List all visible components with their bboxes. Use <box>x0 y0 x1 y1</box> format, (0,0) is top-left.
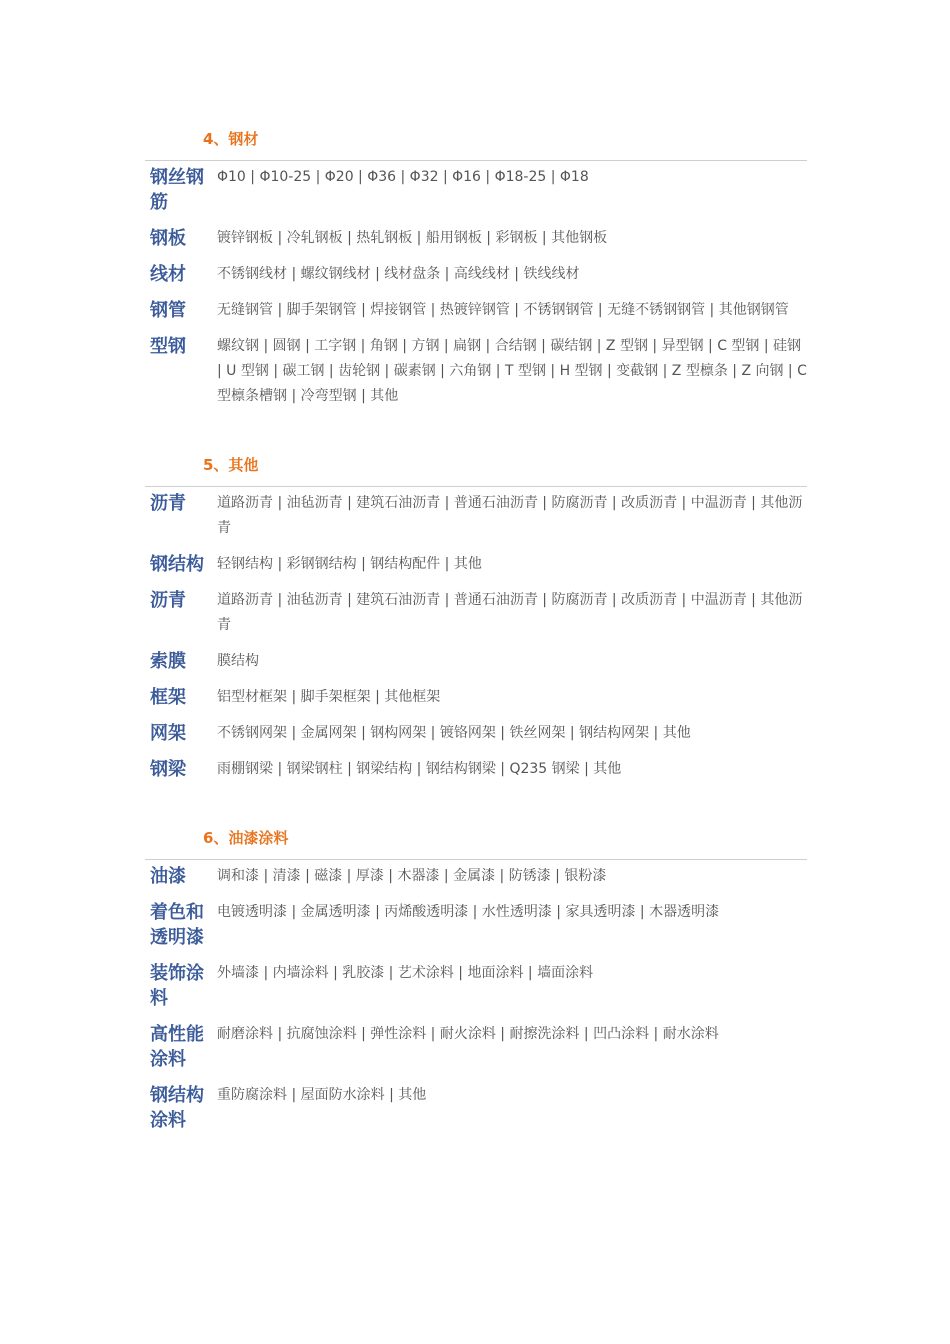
category-row <box>145 721 807 746</box>
category-items: 道路沥青 | 油毡沥青 | 建筑石油沥青 | 普通石油沥青 | 防腐沥青 | 改质沥青 | 中温沥青 | 其他沥青 <box>217 592 803 633</box>
category-row <box>145 685 807 710</box>
category-row <box>145 334 807 409</box>
category-label: 钢管 <box>150 300 186 321</box>
category-items: 铝型材框架 | 脚手架框架 | 其他框架 <box>217 689 441 705</box>
section-body <box>145 160 807 409</box>
category-items: 雨棚钢梁 | 钢梁钢柱 | 钢梁结构 | 钢结构钢梁 | Q235 钢梁 | 其他 <box>217 761 622 777</box>
document-content <box>145 118 807 1144</box>
category-items: 螺纹钢 | 圆钢 | 工字钢 | 角钢 | 方钢 | 扁钢 | 合结钢 | 碳结钢 | Z 型钢 | 异型钢 | C 型钢 | 硅钢 | U 型钢 | 碳工钢 | 齿轮钢 | 碳素钢 | 六角钢 | T 型钢 | H 型钢 | 变截钢 | Z 型檩条 | Z 向钢 | C 型檩条槽钢 | 冷弯型钢 | 其他 <box>217 338 807 404</box>
category-items: 耐磨涂料 | 抗腐蚀涂料 | 弹性涂料 | 耐火涂料 | 耐擦洗涂料 | 凹凸涂料 | 耐水涂料 <box>217 1026 719 1042</box>
category-row <box>145 262 807 287</box>
section-body <box>145 486 807 782</box>
section-paint-coatings <box>145 827 807 1133</box>
section-title: 4、钢材 <box>203 130 259 148</box>
section-title: 6、油漆涂料 <box>203 829 289 847</box>
category-row <box>145 226 807 251</box>
category-label: 网架 <box>150 723 186 744</box>
section-gap <box>145 420 807 444</box>
category-label: 高性能涂料 <box>150 1024 204 1070</box>
category-row <box>145 298 807 323</box>
category-items: 重防腐涂料 | 屋面防水涂料 | 其他 <box>217 1087 427 1103</box>
category-label: 沥青 <box>150 493 186 514</box>
category-label: 着色和透明漆 <box>150 902 204 948</box>
category-row <box>145 491 807 541</box>
category-row <box>145 649 807 674</box>
category-items: 镀锌钢板 | 冷轧钢板 | 热轧钢板 | 船用钢板 | 彩钢板 | 其他钢板 <box>217 230 608 246</box>
category-row <box>145 552 807 577</box>
category-label: 钢结构 <box>150 554 204 575</box>
section-steel <box>145 128 807 409</box>
category-items: 电镀透明漆 | 金属透明漆 | 丙烯酸透明漆 | 水性透明漆 | 家具透明漆 | 木器透明漆 <box>217 904 720 920</box>
category-items: 不锈钢线材 | 螺纹钢线材 | 线材盘条 | 高线线材 | 铁线线材 <box>217 266 580 282</box>
category-label: 钢丝钢筋 <box>150 167 204 213</box>
category-label: 钢结构涂料 <box>150 1085 204 1131</box>
category-items: 调和漆 | 清漆 | 磁漆 | 厚漆 | 木器漆 | 金属漆 | 防锈漆 | 银粉漆 <box>217 868 607 884</box>
category-items: 不锈钢网架 | 金属网架 | 钢构网架 | 镀铬网架 | 铁丝网架 | 钢结构网架 | 其他 <box>217 725 691 741</box>
section-other <box>145 454 807 782</box>
category-row <box>145 588 807 638</box>
category-label: 线材 <box>150 264 186 285</box>
category-items: Φ10 | Φ10-25 | Φ20 | Φ36 | Φ32 | Φ16 | Φ18-25 | Φ18 <box>217 169 589 185</box>
category-row <box>145 961 807 1011</box>
category-row <box>145 165 807 215</box>
category-row <box>145 1083 807 1133</box>
section-title: 5、其他 <box>203 456 259 474</box>
category-items: 轻钢结构 | 彩钢钢结构 | 钢结构配件 | 其他 <box>217 556 482 572</box>
category-row <box>145 1022 807 1072</box>
section-body <box>145 859 807 1133</box>
category-label: 框架 <box>150 687 186 708</box>
category-row <box>145 864 807 889</box>
category-items: 外墙漆 | 内墙涂料 | 乳胶漆 | 艺术涂料 | 地面涂料 | 墙面涂料 <box>217 965 594 981</box>
category-items: 道路沥青 | 油毡沥青 | 建筑石油沥青 | 普通石油沥青 | 防腐沥青 | 改质沥青 | 中温沥青 | 其他沥青 <box>217 495 803 536</box>
category-label: 型钢 <box>150 336 186 357</box>
category-items: 无缝钢管 | 脚手架钢管 | 焊接钢管 | 热镀锌钢管 | 不锈钢钢管 | 无缝不锈钢钢管 | 其他钢钢管 <box>217 302 789 318</box>
category-label: 钢梁 <box>150 759 186 780</box>
category-label: 装饰涂料 <box>150 963 204 1009</box>
section-gap <box>145 793 807 817</box>
category-row <box>145 757 807 782</box>
category-items: 膜结构 <box>217 653 259 669</box>
category-label: 钢板 <box>150 228 186 249</box>
category-row <box>145 900 807 950</box>
category-label: 油漆 <box>150 866 186 887</box>
category-label: 索膜 <box>150 651 186 672</box>
category-label: 沥青 <box>150 590 186 611</box>
